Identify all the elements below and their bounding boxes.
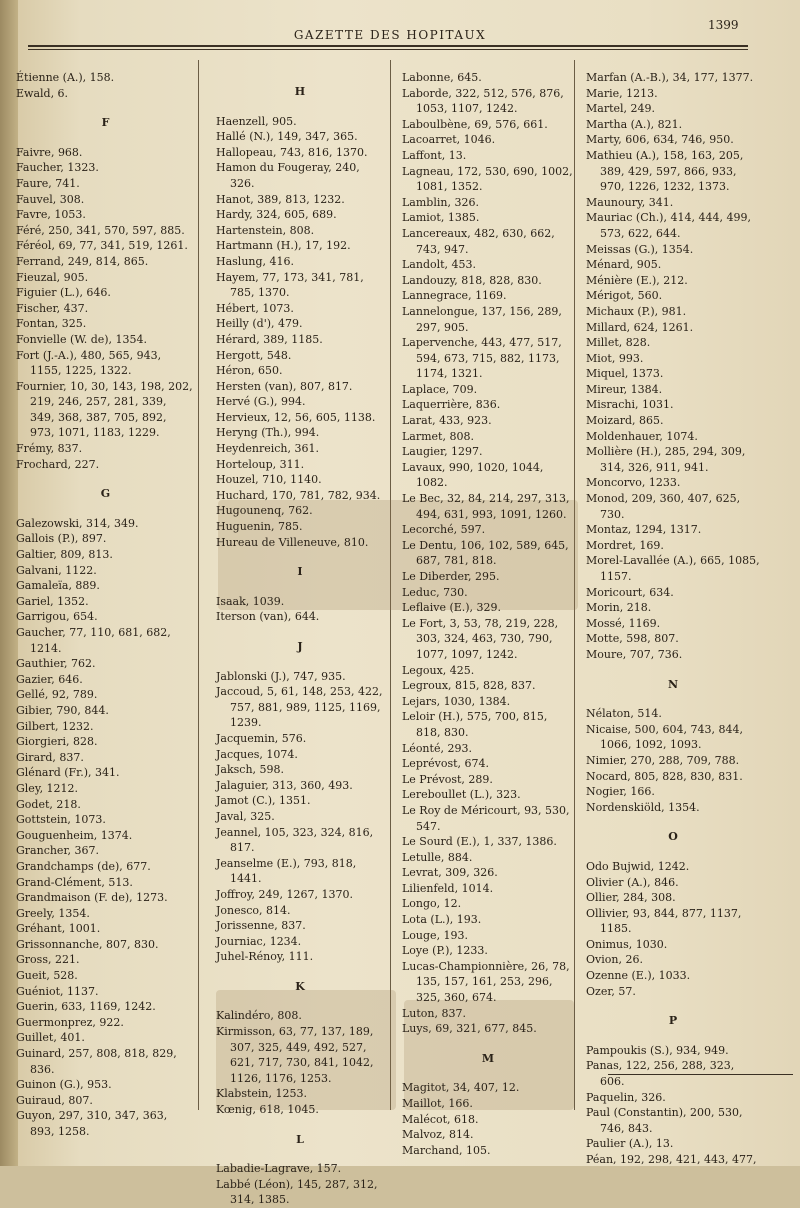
index-entry: Jonesco, 814. — [216, 903, 291, 917]
index-entry: Paul (Constantin), 200, 530, 746, 843. — [586, 1106, 743, 1135]
index-entry: Labadie-Lagrave, 157. — [216, 1162, 342, 1176]
index-entry: Lucas-Championnière, 26, 78, 135, 157, 161, 253, 296, 325, 360, 674. — [402, 959, 570, 1005]
index-entry: Laffont, 13. — [402, 148, 467, 162]
index-entry: Iterson (van), 644. — [216, 610, 320, 624]
index-entry: Ewald, 6. — [16, 86, 69, 100]
section-letter: P — [668, 1014, 678, 1028]
index-entry: Favre, 1053. — [16, 208, 86, 222]
index-entry: Labonne, 645. — [402, 71, 482, 84]
index-entry: Moldenhauer, 1074. — [586, 429, 698, 443]
index-entry: Hersten (van), 807, 817. — [216, 379, 353, 393]
index-entry: Ferrand, 249, 814, 865. — [16, 254, 149, 268]
section-letter: F — [101, 116, 110, 130]
index-entry: Morin, 218. — [586, 601, 652, 615]
index-column-4 — [586, 70, 760, 1166]
index-entry: Le Diberder, 295. — [402, 570, 500, 583]
index-entry: Nicaise, 500, 604, 743, 844, 1066, 1092, 1093. — [586, 722, 743, 752]
index-entry: Lancereaux, 482, 630, 662, 743, 947. — [402, 226, 555, 256]
index-entry: Hervé (G.), 994. — [216, 395, 306, 409]
index-entry: Leflaive (E.), 329. — [402, 601, 502, 615]
index-entry: Isaak, 1039. — [216, 594, 285, 608]
index-entry: Moure, 707, 736. — [586, 647, 683, 661]
index-entry: Kalindéro, 808. — [216, 1009, 302, 1023]
index-entry: Ménière (E.), 212. — [586, 273, 688, 287]
index-entry: Huguenin, 785. — [216, 520, 303, 534]
index-page — [16, 0, 800, 1207]
index-entry: Gueit, 528. — [16, 969, 78, 983]
page-header-title: GAZETTE DES HOPITAUX — [293, 28, 487, 42]
index-entry: Moricourt, 634. — [586, 585, 674, 599]
index-entry: Péan, 192, 298, 421, 443, 477, — [586, 1153, 757, 1166]
index-entry: Hergott, 548. — [216, 348, 292, 362]
index-entry: Ozenne (E.), 1033. — [586, 969, 691, 983]
index-entry: Guéniot, 1137. — [16, 984, 99, 998]
index-entry: Panas, 122, 256, 288, 323, 606. — [586, 1059, 735, 1089]
index-entry: Le Sourd (E.), 1, 337, 1386. — [402, 835, 557, 849]
index-entry: Gaucher, 77, 110, 681, 682, 1214. — [16, 626, 171, 655]
index-entry: Jalaguier, 313, 360, 493. — [216, 778, 353, 792]
index-entry: Ménard, 905. — [586, 258, 662, 272]
index-entry: Miquel, 1373. — [586, 367, 664, 381]
index-entry: Mordret, 169. — [586, 538, 664, 552]
index-entry: Monod, 209, 360, 407, 625, 730. — [586, 492, 741, 521]
index-entry: Fontan, 325. — [16, 317, 87, 331]
index-entry: Nimier, 270, 288, 709, 788. — [586, 753, 740, 767]
index-entry: Guinard, 257, 808, 818, 829, 836. — [16, 1047, 177, 1076]
index-entry: Levrat, 309, 326. — [402, 866, 498, 880]
section-letter: K — [295, 979, 305, 993]
index-entry: Javal, 325. — [216, 809, 275, 823]
index-entry: Marchand, 105. — [402, 1143, 491, 1157]
index-entry: Gross, 221. — [16, 953, 80, 967]
index-entry: Lereboullet (L.), 323. — [402, 788, 521, 802]
index-entry: Hanot, 389, 813, 1232. — [216, 192, 345, 206]
index-entry: Hallopeau, 743, 816, 1370. — [216, 145, 368, 159]
index-entry: Marty, 606, 634, 746, 950. — [586, 133, 734, 147]
index-entry: Larat, 433, 923. — [402, 414, 492, 428]
index-entry: Millard, 624, 1261. — [586, 320, 694, 334]
index-entry: Girard, 837. — [16, 750, 84, 764]
section-letter: G — [100, 487, 111, 501]
footer-rule — [608, 1074, 793, 1075]
index-entry: Fieuzal, 905. — [16, 270, 89, 284]
index-entry: Mathieu (A.), 158, 163, 205, 389, 429, 597, 866, 933, 970, 1226, 1232, 1373. — [586, 148, 744, 194]
index-entry: Hartmann (H.), 17, 192. — [216, 239, 351, 253]
index-entry: Leprévost, 674. — [402, 757, 490, 771]
index-entry: Jamot (C.), 1351. — [216, 794, 311, 808]
index-entry: Laquerrière, 836. — [402, 398, 501, 412]
index-entry: Huchard, 170, 781, 782, 934. — [216, 488, 381, 502]
index-entry: Gley, 1212. — [16, 781, 79, 795]
index-entry: Guyon, 297, 310, 347, 363, 893, 1258. — [16, 1109, 168, 1138]
index-column-3 — [402, 70, 574, 1157]
index-entry: Mauriac (Ch.), 414, 444, 499, 573, 622, 644. — [586, 211, 751, 240]
section-letter: I — [297, 565, 303, 579]
index-entry: Heilly (d'), 479. — [216, 317, 303, 331]
index-entry: Gréhant, 1001. — [16, 922, 101, 936]
index-entry: Nordenskiöld, 1354. — [586, 800, 700, 814]
index-entry: Moncorvo, 1233. — [586, 476, 681, 490]
index-entry: Luys, 69, 321, 677, 845. — [402, 1022, 537, 1036]
column-divider — [198, 60, 199, 1110]
index-entry: Guermonprez, 922. — [16, 1015, 124, 1029]
index-entry: Lavaux, 990, 1020, 1044, 1082. — [402, 460, 544, 490]
index-entry: Faucher, 1323. — [16, 161, 99, 175]
index-entry: Lannegrace, 1169. — [402, 289, 507, 303]
index-entry: Letulle, 884. — [402, 850, 473, 864]
index-column-1 — [18, 70, 193, 1150]
index-entry: Le Bec, 32, 84, 214, 297, 313, 494, 631, 993, 1091, 1260. — [402, 492, 570, 521]
index-entry: Grissonnanche, 807, 830. — [16, 937, 159, 951]
index-entry: Le Fort, 3, 53, 78, 219, 228, 303, 324, 463, 730, 790, 1077, 1097, 1242. — [402, 616, 559, 661]
index-entry: Millet, 828. — [586, 336, 651, 350]
index-entry: Fort (J.-A.), 480, 565, 943, 1155, 1225, 1322. — [16, 348, 162, 378]
index-entry: Jaccoud, 5, 61, 148, 253, 422, 757, 881, 989, 1125, 1169, 1239. — [216, 685, 383, 730]
index-entry: Mossé, 1169. — [586, 616, 661, 630]
header-rule — [28, 45, 748, 47]
index-entry: Joffroy, 249, 1267, 1370. — [216, 887, 353, 901]
index-entry: Landouzy, 818, 828, 830. — [402, 273, 542, 287]
index-entry: Maunoury, 341. — [586, 195, 674, 209]
index-entry: Kirmisson, 63, 77, 137, 189, 307, 325, 449, 492, 527, 621, 717, 730, 841, 1042, 1126, 1176, 1253. — [216, 1025, 374, 1085]
index-entry: Maillot, 166. — [402, 1097, 473, 1110]
index-entry: Heydenreich, 361. — [216, 442, 319, 456]
index-entry: Étienne (A.), 158. — [16, 71, 115, 84]
index-entry: Labbé (Léon), 145, 287, 312, 314, 1385. — [216, 1177, 378, 1207]
index-entry: Jacquemin, 576. — [216, 731, 307, 745]
index-entry: Loye (P.), 1233. — [402, 944, 488, 958]
index-entry: Fonvielle (W. de), 1354. — [16, 332, 148, 346]
index-entry: Laplace, 709. — [402, 382, 478, 396]
index-entry: Gamaleïa, 889. — [16, 579, 100, 593]
index-entry: Paquelin, 326. — [586, 1090, 666, 1104]
index-entry: Paulier (A.), 13. — [586, 1137, 674, 1151]
index-entry: Nogier, 166. — [586, 785, 655, 799]
index-entry: Haenzell, 905. — [216, 114, 297, 128]
page-number: 1399 — [708, 18, 739, 32]
index-entry: Léonté, 293. — [402, 741, 472, 755]
index-entry: Fischer, 437. — [16, 301, 89, 315]
index-entry: Féréol, 69, 77, 341, 519, 1261. — [16, 239, 188, 253]
index-entry: Faure, 741. — [16, 176, 80, 190]
index-entry: Jablonski (J.), 747, 935. — [216, 669, 346, 683]
index-entry: Galezowski, 314, 349. — [16, 516, 139, 530]
index-entry: Houzel, 710, 1140. — [216, 473, 322, 487]
index-entry: Lagneau, 172, 530, 690, 1002, 1081, 1352. — [402, 164, 573, 194]
index-entry: Heryng (Th.), 994. — [216, 426, 320, 440]
index-entry: Hartenstein, 808. — [216, 223, 315, 237]
section-letter: L — [296, 1132, 304, 1146]
index-entry: Lota (L.), 193. — [402, 913, 482, 927]
index-entry: Jacques, 1074. — [216, 747, 298, 761]
index-entry: Fournier, 10, 30, 143, 198, 202, 219, 246, 257, 281, 339, 349, 368, 387, 705, 892, 973, 1071, 1183, 1229. — [16, 379, 193, 440]
index-entry: Lannelongue, 137, 156, 289, 297, 905. — [402, 304, 562, 334]
index-entry: Motte, 598, 807. — [586, 632, 679, 646]
index-entry: Michaux (P.), 981. — [586, 304, 687, 318]
index-entry: Hayem, 77, 173, 341, 781, 785, 1370. — [216, 270, 364, 300]
index-entry: Faivre, 968. — [16, 145, 83, 159]
index-entry: Ovion, 26. — [586, 953, 643, 967]
index-entry: Lilienfeld, 1014. — [402, 881, 494, 895]
index-entry: Moizard, 865. — [586, 414, 664, 428]
index-entry: Grandmaison (F. de), 1273. — [16, 891, 168, 905]
index-entry: Jeanselme (E.), 793, 818, 1441. — [216, 856, 357, 886]
index-entry: Fauvel, 308. — [16, 192, 85, 206]
index-entry: Hébert, 1073. — [216, 301, 294, 315]
header-rule-thin — [28, 49, 748, 50]
index-entry: Misrachi, 1031. — [586, 398, 674, 412]
index-entry: Ollivier, 93, 844, 877, 1137, 1185. — [586, 906, 742, 936]
index-entry: Martha (A.), 821. — [586, 117, 683, 131]
index-entry: Héron, 650. — [216, 364, 283, 378]
index-entry: Frémy, 837. — [16, 442, 83, 456]
index-entry: Lacoarret, 1046. — [402, 133, 496, 147]
index-entry: Leloir (H.), 575, 700, 815, 818, 830. — [402, 710, 548, 739]
index-entry: Nélaton, 514. — [586, 707, 662, 721]
index-entry: Hugounenq, 762. — [216, 504, 313, 518]
section-letter: M — [481, 1051, 495, 1065]
index-entry: Hardy, 324, 605, 689. — [216, 208, 337, 222]
index-entry: Lecorché, 597. — [402, 523, 486, 537]
index-entry: Guiraud, 807. — [16, 1093, 93, 1107]
index-entry: Klabstein, 1253. — [216, 1087, 307, 1101]
index-entry: Lamiot, 1385. — [402, 211, 480, 225]
index-entry: Mollière (H.), 285, 294, 309, 314, 326, 911, 941. — [586, 445, 746, 474]
index-entry: Gottstein, 1073. — [16, 813, 106, 827]
index-entry: Ozer, 57. — [586, 984, 636, 998]
index-entry: Lapervenche, 443, 477, 517, 594, 673, 715, 882, 1173, 1174, 1321. — [402, 336, 562, 381]
index-entry: Malécot, 618. — [402, 1112, 479, 1126]
index-entry: Laborde, 322, 512, 576, 876, 1053, 1107, 1242. — [402, 86, 564, 116]
index-entry: Mireur, 1384. — [586, 382, 663, 396]
index-entry: Marfan (A.-B.), 34, 177, 1377. — [586, 71, 754, 84]
index-entry: Hervieux, 12, 56, 605, 1138. — [216, 410, 376, 424]
index-entry: Leduc, 730. — [402, 585, 468, 599]
index-entry: Gellé, 92, 789. — [16, 688, 98, 702]
index-entry: Hérard, 389, 1185. — [216, 332, 323, 346]
index-entry: Gouguenheim, 1374. — [16, 828, 133, 842]
index-entry: Pampoukis (S.), 934, 949. — [586, 1043, 729, 1057]
index-entry: Legoux, 425. — [402, 663, 475, 677]
index-entry: Mérigot, 560. — [586, 289, 663, 303]
index-entry: Grand-Clément, 513. — [16, 875, 133, 889]
index-entry: Magitot, 34, 407, 12. — [402, 1081, 520, 1095]
index-entry: Jaksch, 598. — [216, 763, 285, 777]
index-entry: Jorissenne, 837. — [216, 919, 306, 933]
index-entry: Grandchamps (de), 677. — [16, 859, 151, 873]
index-entry: Luton, 837. — [402, 1006, 467, 1020]
index-entry: Figuier (L.), 646. — [16, 286, 111, 300]
index-entry: Haslung, 416. — [216, 254, 295, 268]
index-entry: Legroux, 815, 828, 837. — [402, 679, 536, 693]
index-entry: Lamblin, 326. — [402, 195, 479, 209]
index-entry: Le Dentu, 106, 102, 589, 645, 687, 781, 818. — [402, 538, 569, 568]
index-entry: Longo, 12. — [402, 897, 462, 911]
index-entry: Gilbert, 1232. — [16, 719, 94, 733]
index-entry: Guinon (G.), 953. — [16, 1078, 112, 1092]
index-entry: Gazier, 646. — [16, 672, 83, 686]
index-entry: Le Roy de Méricourt, 93, 530, 547. — [402, 803, 570, 833]
index-entry: Morel-Lavallée (A.), 665, 1085, 1157. — [586, 554, 760, 583]
index-entry: Onimus, 1030. — [586, 937, 668, 951]
index-entry: Landolt, 453. — [402, 258, 477, 272]
index-entry: Kœnig, 618, 1045. — [216, 1103, 319, 1117]
index-entry: Lejars, 1030, 1384. — [402, 694, 511, 708]
index-entry: Gallois (P.), 897. — [16, 532, 107, 546]
index-entry: Laboulbène, 69, 576, 661. — [402, 117, 548, 131]
index-entry: Meissas (G.), 1354. — [586, 242, 694, 256]
index-entry: Journiac, 1234. — [216, 934, 302, 948]
index-entry: Marie, 1213. — [586, 86, 658, 100]
index-entry: Hallé (N.), 149, 347, 365. — [216, 130, 358, 144]
index-entry: Féré, 250, 341, 570, 597, 885. — [16, 223, 185, 237]
section-letter: O — [668, 830, 678, 844]
index-entry: Miot, 993. — [586, 351, 644, 365]
index-entry: Laugier, 1297. — [402, 445, 483, 459]
index-entry: Guerin, 633, 1169, 1242. — [16, 1000, 156, 1014]
index-entry: Glénard (Fr.), 341. — [16, 766, 120, 780]
index-entry: Frochard, 227. — [16, 457, 100, 471]
index-entry: Gauthier, 762. — [16, 657, 96, 671]
index-entry: Martel, 249. — [586, 102, 656, 116]
section-letter: H — [294, 85, 306, 98]
index-entry: Montaz, 1294, 1317. — [586, 523, 702, 537]
index-entry: Garrigou, 654. — [16, 610, 98, 624]
index-entry: Horteloup, 311. — [216, 457, 305, 471]
index-entry: Ollier, 284, 308. — [586, 891, 676, 905]
index-entry: Hureau de Villeneuve, 810. — [216, 535, 369, 549]
index-entry: Gibier, 790, 844. — [16, 703, 109, 717]
index-entry: Jeannel, 105, 323, 324, 816, 817. — [216, 825, 374, 855]
index-entry: Nocard, 805, 828, 830, 831. — [586, 769, 743, 783]
index-entry: Giorgieri, 828. — [16, 735, 98, 749]
index-entry: Juhel-Rénoy, 111. — [216, 950, 314, 964]
index-entry: Galvani, 1122. — [16, 563, 97, 577]
index-entry: Le Prévost, 289. — [402, 772, 493, 786]
index-entry: Larmet, 808. — [402, 429, 474, 443]
index-entry: Olivier (A.), 846. — [586, 875, 679, 889]
index-entry: Odo Bujwid, 1242. — [586, 859, 690, 873]
index-entry: Gariel, 1352. — [16, 594, 89, 608]
index-entry: Galtier, 809, 813. — [16, 548, 113, 562]
index-entry: Louge, 193. — [402, 928, 469, 942]
section-letter: N — [667, 677, 679, 691]
index-entry: Grancher, 367. — [16, 844, 99, 858]
index-entry: Hamon du Fougeray, 240, 326. — [216, 161, 360, 190]
index-entry: Godet, 218. — [16, 797, 81, 811]
section-letter: J — [297, 640, 303, 653]
index-column-2 — [216, 70, 384, 1207]
index-entry: Greely, 1354. — [16, 906, 90, 920]
index-entry: Guillet, 401. — [16, 1031, 85, 1045]
index-entry: Malvoz, 814. — [402, 1128, 474, 1142]
